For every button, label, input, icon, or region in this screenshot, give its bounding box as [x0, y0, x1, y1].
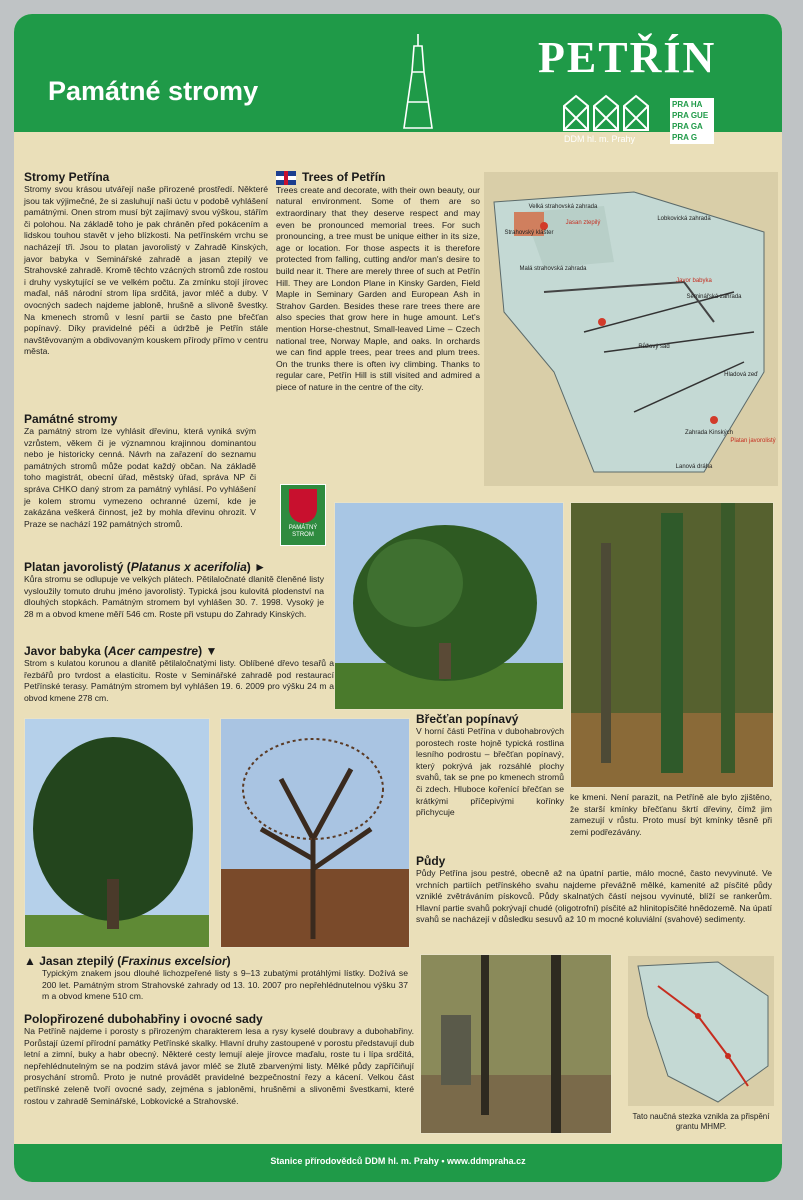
heading-pamatne: Památné stromy: [24, 412, 118, 426]
section-jasan: ▲ Jasan ztepilý (Fraxinus excelsior) Typickým znakem jsou dlouhé lichozpeřené listy s 9–13 zubatými protáhlými lístky. Dožívá se 200 let. Památným strom Strahovské zahrady od 13. 10. 2007 pro nepřehlédnutelnou výšku 37 m a obvod kmene 510 cm.: [24, 954, 408, 1002]
heading-brectan: Břečťan popínavý: [416, 712, 519, 726]
heading-pudy: Půdy: [416, 854, 446, 868]
text-pudy: Půdy Petřína jsou pestré, obecně až na úpatní partie, málo mocné, často nevyvinuté. Ve vrchních partiích petřínského svahu najdeme převážně mělké, kamenité až písčité půdy vzniklé zvětráváním pískovců. Půdy skalnatých částí nejsou vyvinuté, blíží se rankerům. Hlavní partie svahů pokrývají chudé (oligotrofní) písčité až hlinitopísčité hnědozemě. Na úpatí svahů se nacházejí v důsledku sesuvů až 10 m mocné koluviální (svahové) sedimenty.: [416, 868, 772, 925]
section-brectan: [416, 712, 564, 819]
brand-title: PETŘÍN: [538, 33, 717, 82]
text-brectan-1: V horní části Petřína v dubohabrových porostech roste hojně typická rostlina lesního podrostu – břečťan popínavý, který pokrývá jak rozsáhlé plochy svahů, tak se pne po kmenech stromů či zdech. Hluboce kořenící břečťan se krátkými příčepivými kořínky přichycuje: [416, 726, 564, 818]
photo-forest: [420, 954, 612, 1134]
praha-logo: PRA HA PRA GUE PRA GA PRA G: [670, 98, 714, 144]
text-english: Trees create and decorate, with their own beauty, our natural environment. Some of them are so extraordinary that they deserve respect and may even be pronounced memorial trees. For such pronouncing, a tree must be unique either in its size, age or location. For those aspects it is therefore protected from falling, cutting and/or man's desire to build near it. There are merely three of such at Petřín Hill. They are London Plane in Kinsky Garden, Field Maple in Seminary Garden and European Ash in Strahov Garden. Besides these rare trees there are also species that grow here in huge amount. Let's mention Horse-chestnut, Small-leaved Lime – Czech national tree, Norway Maple, and oaks. In orchards we can find apple trees, pear trees and plum trees. On the trunks there is often ivy climbing. Thanks to regular care, Petřín Hill is still visited and admired a piece of nature in the centre of the city.: [276, 184, 480, 392]
heading-english: Trees of Petřín: [302, 170, 386, 184]
heading-polo: Polopřirozené dubohabřiny i ovocné sady: [24, 1012, 263, 1026]
section-polo: [24, 1012, 414, 1107]
section-english: [276, 170, 480, 394]
section-brectan-cont: [570, 792, 772, 838]
section-javor: Javor babyka (Acer campestre) ▼ Strom s kulatou korunou a dlanitě pětilaločnatými listy. Oblíbené dřevo tesařů a řezbářů pro tvrdost a elasticitu. Roste v Seminářské zahradě pod restaurací Petřínské terasy. Památným stromem byl vyhlášen 19. 6. 2009 pro výšku 24 m a obvod kmene 278 cm.: [24, 644, 334, 703]
text-platan: Kůra stromu se odlupuje ve velkých plátech. Pětilaločnaté dlanitě členěné listy vysloužily tomuto druhu jméno javorolistý. Typická jsou kulovitá plodenství na dlouhých stopkách. Památným stromem byl vyhlášen 30. 7. 1998. Vysoký je 28 m a obvod kmene měří 546 cm. Roste při vstupu do Zahrady Kinských.: [24, 574, 324, 619]
footer-band: Stanice přírodovědců DDM hl. m. Prahy • www.ddmpraha.cz: [14, 1144, 782, 1182]
area-map: Velká strahovská zahrada Strahovský klášter Lobkovická zahrada Malá strahovská zahrada Jasan ztepilý Javor babyka Seminářská zahrada Růžový sad Zahrada Kinských Platan javorolistý Hladová zeď Lanová dráha: [484, 172, 778, 486]
text-pamatne: Za památný strom lze vyhlásit dřevinu, která vyniká svým vzrůstem, věkem či je významnou krajinnou dominantou nebo je historicky cenná. Návrh na zařazení do seznamu památných stromů může podat každý občan. Na základě toho magistrát, obecní úřad, městský úřad, správa NP či správa CHKO daný strom za památný vyhlásí. Po vyhlášení je kolem stromu vymezeno ochranné území, kde je zakázána veškerá činnost, jež by mohla dřevinu ohrozit. V Praze se nachází 192 památných stromů.: [24, 426, 256, 529]
text-polo: Na Petříně najdeme i porosty s přirozeným charakterem lesa a rysy kyselé doubravy a dubohabřiny. Porůstají území přírodní památky Petřínské skalky. Hlavní druhy zastoupené v porostu představují dub letní a zimní, buky a habr obecný. Některé cesty lemují aleje jírovce maďalu, roste tu i lípa srdčitá, nepřehlédnutelným se na podzim stává javor mléč se žlutě zbarvenými listy. Mělké půdy zapříčiňují prosychání stromů. Proto je nutné provádět pravidelné bezpečnostní řezy a kácení. Velkou část petřínské zeleně tvoří ovocné sady, zejména s jabloněmi, hrušněmi a slivoněmi švestkami, které rostou v zahradě Seminářské, Lobkovické a Strahovské.: [24, 1026, 414, 1106]
ddm-logo-icon: [562, 92, 654, 132]
photo-ivy: [570, 502, 774, 788]
crest-icon: PAMÁTNÝ STROM: [280, 484, 326, 546]
ddm-label: DDM hl. m. Prahy: [564, 134, 636, 144]
section-pudy: [416, 854, 772, 926]
text-brectan-2: ke kmeni. Není parazit, na Petříně ale bylo zjištěno, že starší kmínky břečťanu škrtí dřeviny, čímž jim zamezují v růstu. Proto musí být kmínky těsně při zemi podřezávány.: [570, 792, 772, 837]
info-board: [14, 14, 782, 1182]
heading-stromy: Stromy Petřína: [24, 170, 110, 184]
page-title: Památné stromy: [48, 76, 259, 106]
text-jasan: Typickým znakem jsou dlouhé lichozpeřené listy s 9–13 zubatými protáhlými lístky. Dožívá se 200 let. Památným strom Strahovské zahrady od 13. 10. 2007 pro nepřehlédnutelnou výšku 37 m a obvod kmene 510 cm.: [42, 968, 408, 1002]
photo-jasan: [24, 718, 210, 948]
section-pamatne: [24, 412, 268, 530]
caption-grant: Tato naučná stezka vznikla za přispění grantu MHMP.: [632, 1112, 770, 1131]
petrin-tower-icon: [394, 32, 442, 132]
header-band: [14, 14, 782, 144]
text-javor: Strom s kulatou korunou a dlanitě pětilaločnatými listy. Oblíbené dřevo tesařů a řezbářů pro tvrdost a elasticitu. Roste v Seminářské zahradě pod restaurací Petřínské terasy. Památným stromem byl vyhlášen 19. 6. 2009 pro výšku 24 m a obvod kmene 278 cm.: [24, 658, 334, 703]
section-stromy: [24, 170, 268, 358]
route-map: [628, 956, 774, 1106]
photo-javor: [220, 718, 410, 948]
section-platan: Platan javorolistý (Platanus x acerifolia) ► Kůra stromu se odlupuje ve velkých plátech. Pětilaločnaté dlanitě členěné listy vysloužily tomuto druhu jméno javorolistý. Typická jsou kulovitá plodenství na dlouhých stopkách. Památným stromem byl vyhlášen 30. 7. 1998. Vysoký je 28 m a obvod kmene měří 546 cm. Roste při vstupu do Zahrady Kinských.: [24, 560, 324, 619]
uk-flag-icon: [276, 171, 296, 185]
text-stromy: Stromy svou krásou utvářejí naše přirozené prostředí. Některé jsou tak výjimečné, že si zasluhují naši úctu v podobě vyhlášení památnými. Onen strom musí být zajímavý svou výškou, stářím či polohou. Na základě toho je pak chráněn před pokácením a lidskou touhou stavět v jeho blízkosti. Na petřínském vrchu se nacházejí tři. Jsou to platan javorolistý v Zahradě Kinských, javor babyka v Seminářské zahradě a jasan ztepilý ve Strahovské zahradě. Kromě těchto vzácných stromů zde rostou i druhy vyskytující se ve velkém počtu. Za zmínku stojí jírovec maďal, náš národní strom lípa srdčitá, javor mléč a duby. V ovocných sadech najdeme jabloně, hrušně a slivoně švestky. Na kmenech stromů v lesní partii se často pne břečťan popínavý. Díky pravidelné péči a údržbě je Petřín stále navštěvovaným a obdivovaným kouskem přírody přímo v centru města.: [24, 184, 268, 357]
photo-platan: [334, 502, 564, 710]
